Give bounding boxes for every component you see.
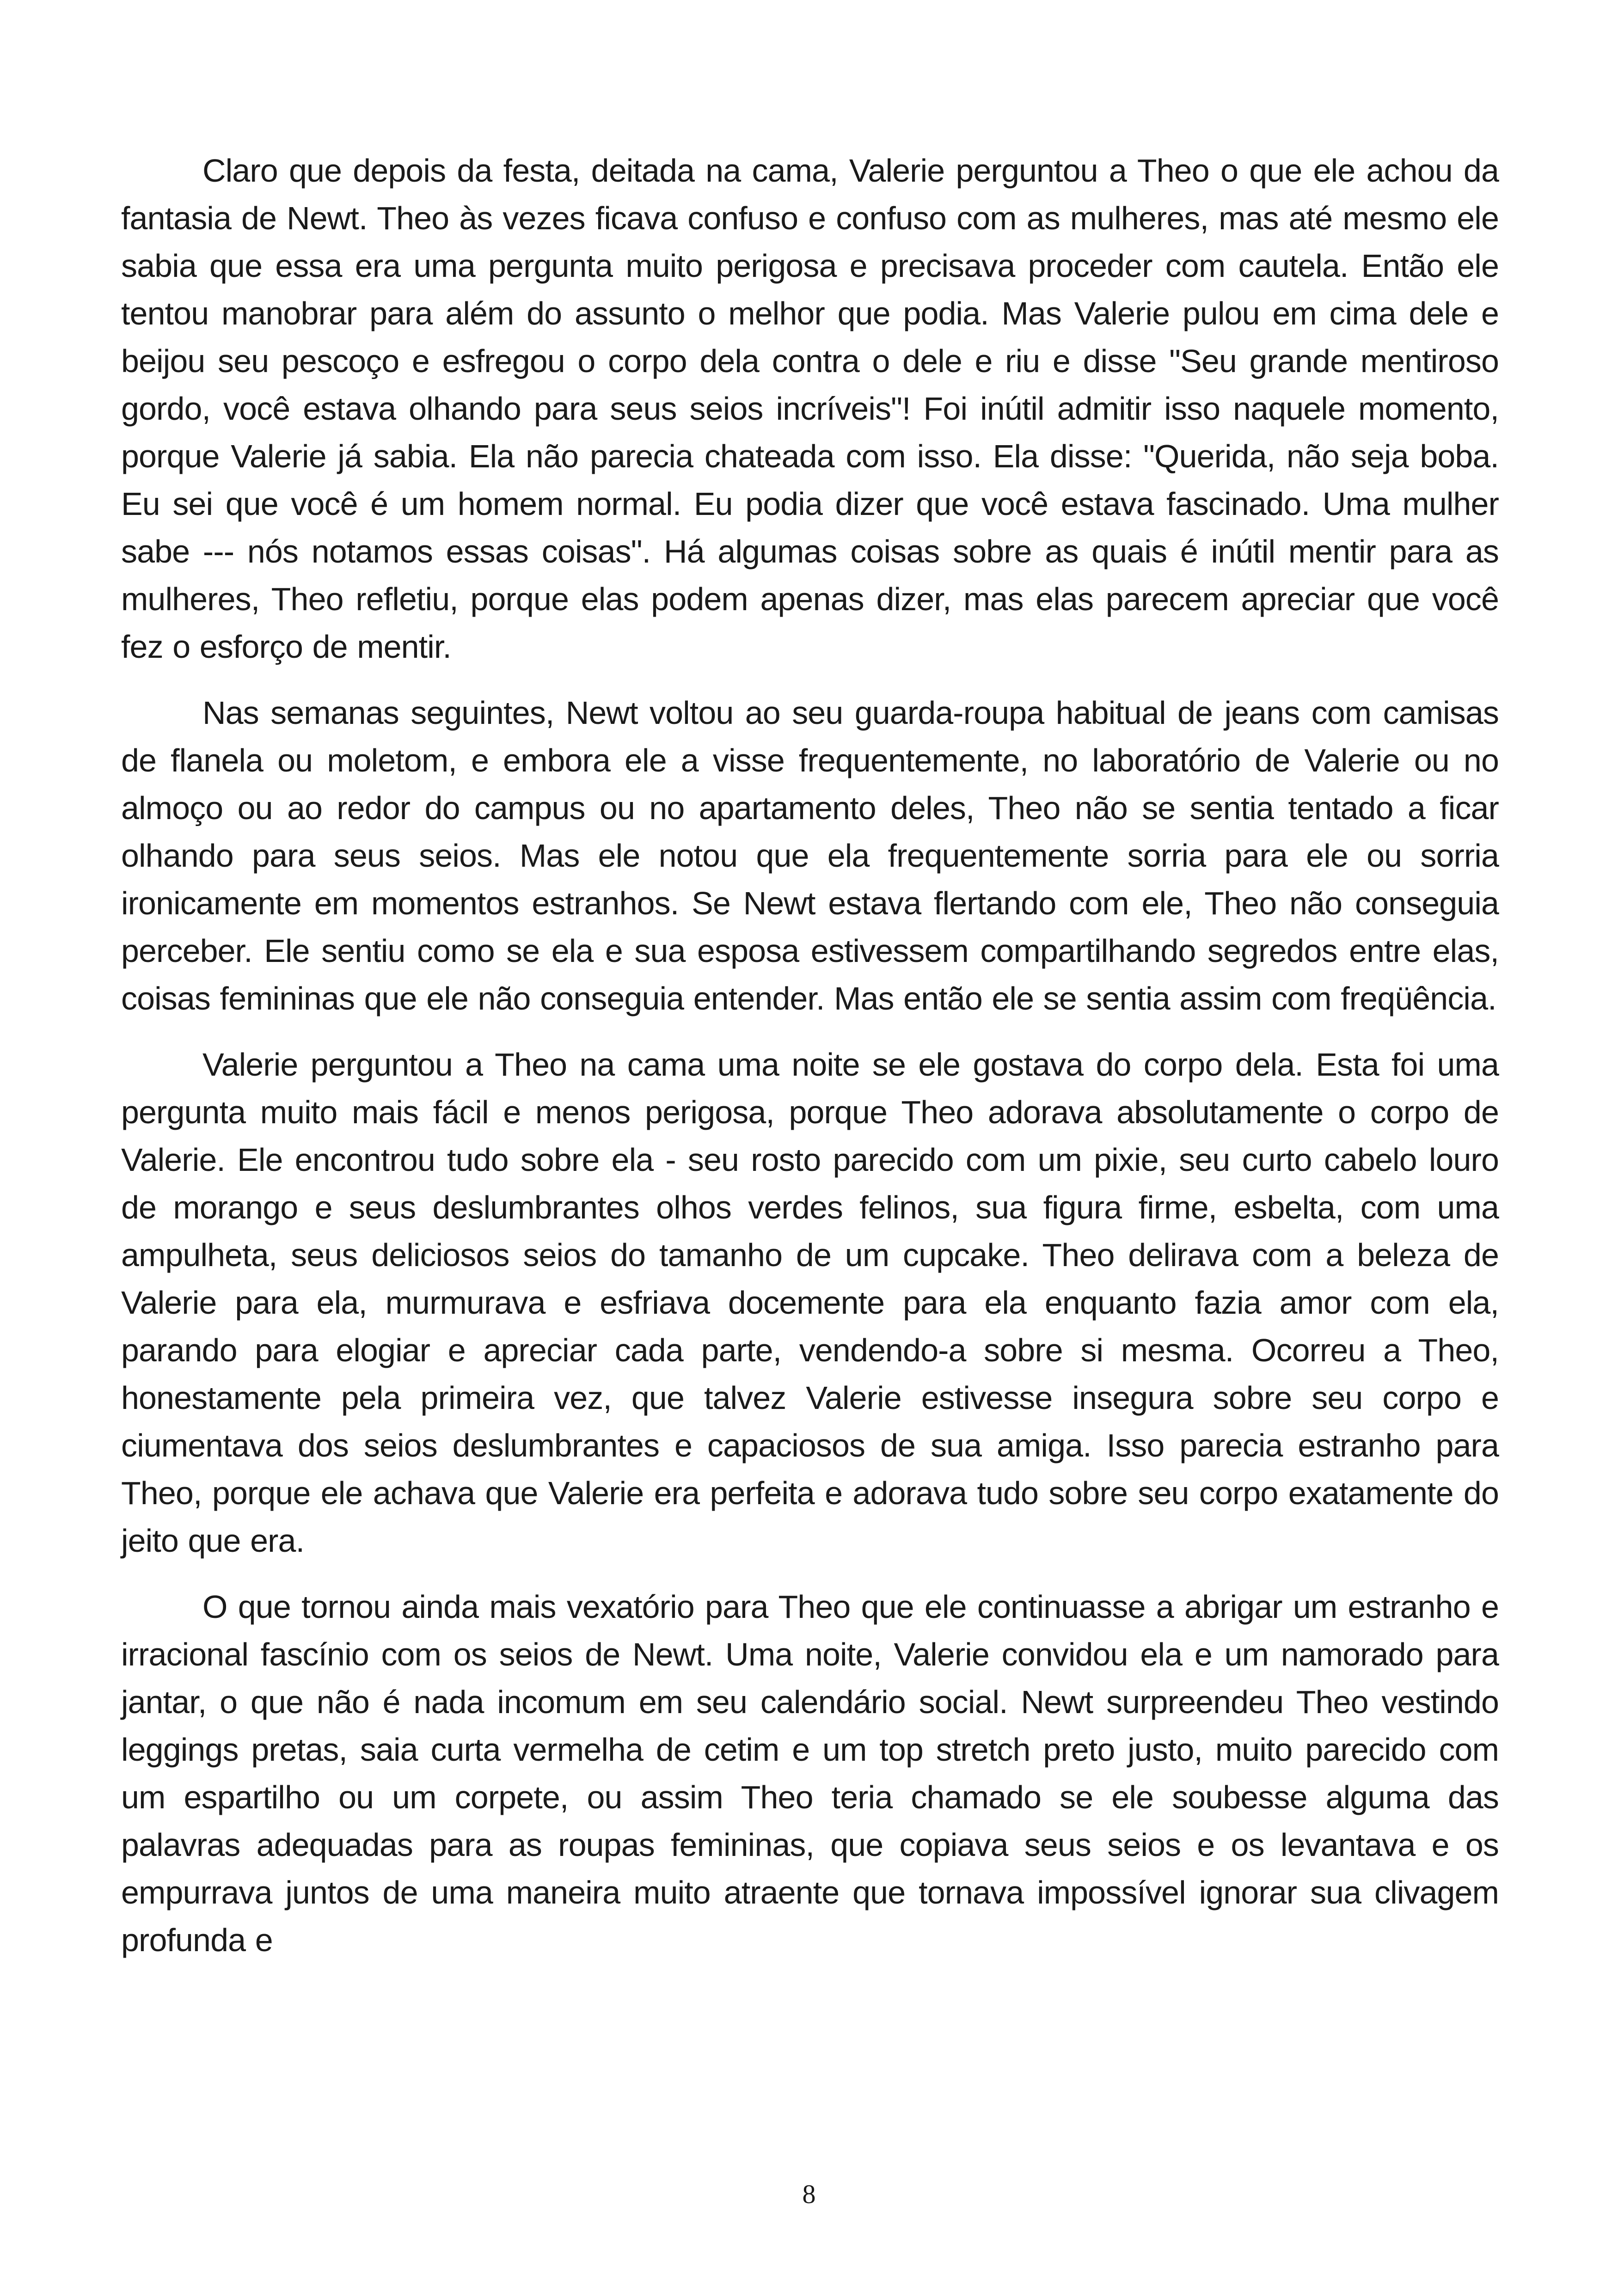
paragraph-4: O que tornou ainda mais vexatório para Theo que ele continuasse a abrigar um estranho e irracional fascínio com os seios de Newt. Uma noite, Valerie convidou ela e um namorado para jantar, o que não é nada incomum em seu calendário social. Newt surpreendeu Theo vestindo leggings pretas, saia curta vermelha de cetim e um top stretch preto justo, muito parecido com um espartilho ou um corpete, ou assim Theo teria chamado se ele soubesse alguma das palavras adequadas para as roupas femininas, que copiava seus seios e os levantava e os empurrava juntos de uma maneira muito atraente que tornava impossível ignorar sua clivagem profunda e bbox=[121, 1589, 1499, 1958]
paragraph-1: Claro que depois da festa, deitada na cama, Valerie perguntou a Theo o que ele achou da fantasia de Newt. Theo às vezes ficava confuso e confuso com as mulheres, mas até mesmo ele sabia que essa era uma pergunta muito perigosa e precisava proceder com cautela. Então ele tentou manobrar para além do assunto o melhor que podia. Mas Valerie pulou em cima dele e beijou seu pescoço e esfregou o corpo dela contra o dele e riu e disse "Seu grande mentiroso gordo, você estava olhando para seus seios incríveis"! Foi inútil admitir isso naquele momento, porque Valerie já sabia. Ela não parecia chateada com isso. Ela disse: "Querida, não seja boba. Eu sei que você é um homem normal. Eu podia dizer que você estava fascinado. Uma mulher sabe --- nós notamos essas coisas". Há algumas coisas sobre as quais é inútil mentir para as mulheres, Theo refletiu, porque elas podem apenas dizer, mas elas parecem apreciar que você fez o esforço de mentir. bbox=[121, 153, 1499, 665]
page-body bbox=[121, 147, 1499, 1983]
paragraph-3: Valerie perguntou a Theo na cama uma noite se ele gostava do corpo dela. Esta foi uma pergunta muito mais fácil e menos perigosa, porque Theo adorava absolutamente o corpo de Valerie. Ele encontrou tudo sobre ela - seu rosto parecido com um pixie, seu curto cabelo louro de morango e seus deslumbrantes olhos verdes felinos, sua figura firme, esbelta, com uma ampulheta, seus deliciosos seios do tamanho de um cupcake. Theo delirava com a beleza de Valerie para ela, murmurava e esfriava docemente para ela enquanto fazia amor com ela, parando para elogiar e apreciar cada parte, vendendo-a sobre si mesma. Ocorreu a Theo, honestamente pela primeira vez, que talvez Valerie estivesse insegura sobre seu corpo e ciumentava dos seios deslumbrantes e capaciosos de sua amiga. Isso parecia estranho para Theo, porque ele achava que Valerie era perfeita e adorava tudo sobre seu corpo exatamente do jeito que era. bbox=[121, 1047, 1499, 1559]
paragraph-2: Nas semanas seguintes, Newt voltou ao seu guarda-roupa habitual de jeans com camisas de flanela ou moletom, e embora ele a visse frequentemente, no laboratório de Valerie ou no almoço ou ao redor do campus ou no apartamento deles, Theo não se sentia tentado a ficar olhando para seus seios. Mas ele notou que ela frequentemente sorria para ele ou sorria ironicamente em momentos estranhos. Se Newt estava flertando com ele, Theo não conseguia perceber. Ele sentiu como se ela e sua esposa estivessem compartilhando segredos entre elas, coisas femininas que ele não conseguia entender. Mas então ele se sentia assim com freqüência. bbox=[121, 695, 1499, 1016]
page-number: 8 bbox=[802, 2179, 816, 2209]
